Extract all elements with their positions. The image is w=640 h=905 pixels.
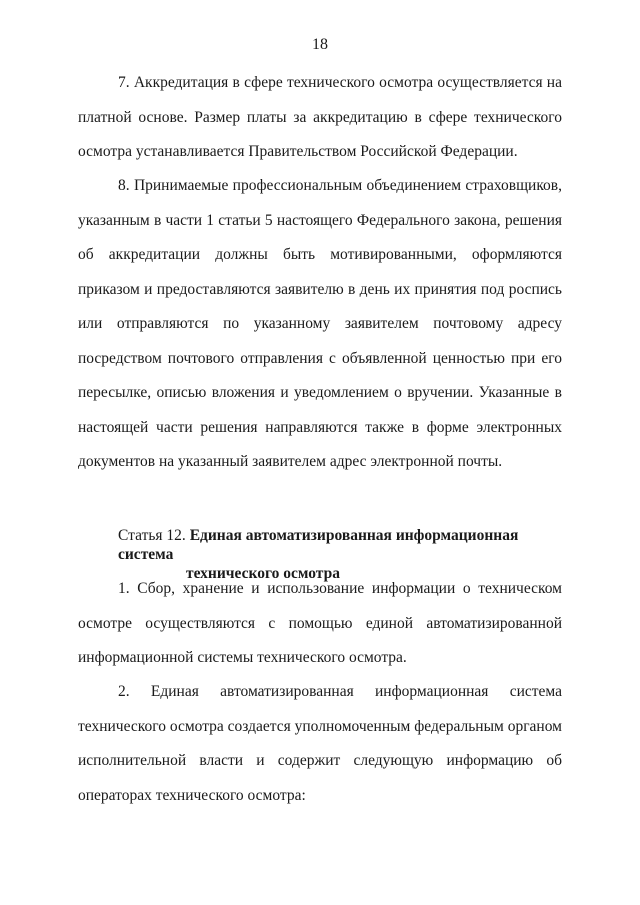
paragraph-8: 8. Принимаемые профессиональным объединением страховщиков, указанным в части 1 статьи 5 настоящего Федерального закона, решения об аккредитации должны быть мотивированными, оформляются приказом и предоставляются заявителю в день их принятия под роспись или отправляются по указанному заявителем почтовому адресу посредством почтового отправления с объявленной ценностью при его пересылке, описью вложения и уведомлением о вручении. Указанные в настоящей части решения направляются также в форме электронных документов на указанный заявителем адрес электронной почты. <box>78 177 562 470</box>
article-title-line1: Единая автоматизированная информационная система <box>118 527 519 563</box>
top-section <box>78 66 562 170</box>
top-section-2 <box>78 169 562 480</box>
page-number: 18 <box>312 36 328 53</box>
bottom-section-2 <box>78 675 562 813</box>
paragraph-7: 7. Аккредитация в сфере технического осмотра осуществляется на платной основе. Размер платы за аккредитацию в сфере технического осмотра устанавливается Правительством Российской Федерации. <box>78 74 562 160</box>
article-prefix: Статья 12. <box>118 527 186 544</box>
paragraph-1: 1. Сбор, хранение и использование информации о техническом осмотре осуществляются с помощью единой автоматизированной информационной системы технического осмотра. <box>78 580 562 666</box>
bottom-section <box>78 572 562 676</box>
paragraph-2: 2. Единая автоматизированная информационная система технического осмотра создается уполномоченным федеральным органом исполнительной власти и содержит следующую информацию об операторах технического осмотра: <box>78 683 562 804</box>
article-title-line2: технического осмотра <box>186 565 340 582</box>
